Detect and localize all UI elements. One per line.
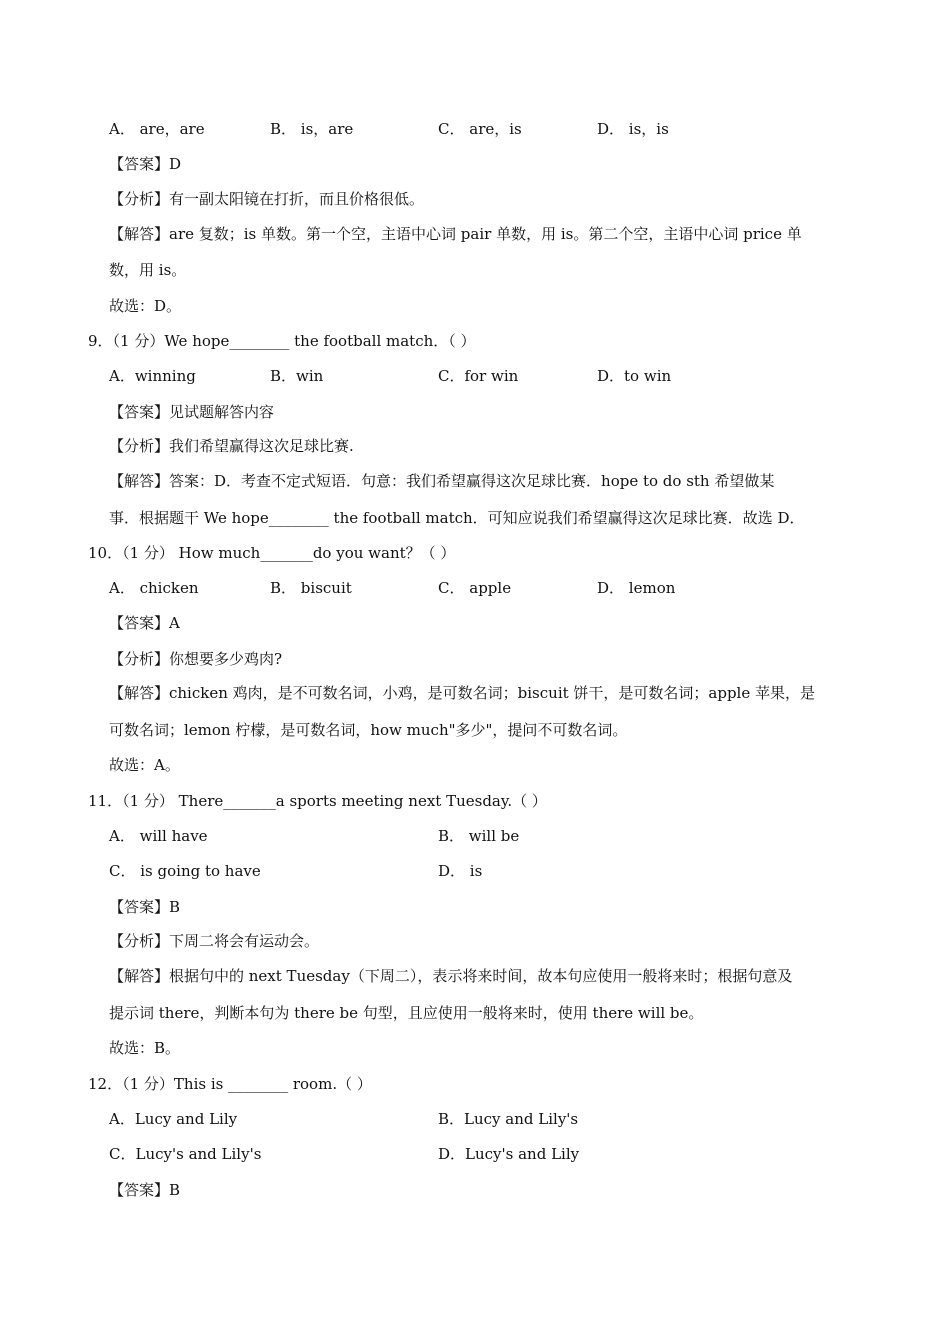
q9-answer: 【答案】见试题解答内容 — [109, 403, 275, 421]
q11-solution-line-1: 【解答】根据句中的 next Tuesday（下周二），表示将来时间，故本句应使用一般将来时；根据句意及 — [109, 967, 793, 985]
q10-solution-line-2: 可数名词；lemon 柠檬，是可数名词，how much"多少"，提问不可数名词。 — [109, 721, 628, 739]
q11-stem: 11．（1 分） There_______a sports meeting next Tuesday.（ ） — [88, 792, 547, 810]
q11-option-a: A． will have — [109, 827, 208, 845]
q10-option-d: D． lemon — [597, 579, 676, 597]
q11-option-b: B． will be — [438, 827, 520, 845]
q12-option-b: B．Lucy and Lily's — [438, 1110, 579, 1128]
q12-stem: 12．（1 分）This is ________ room.（ ） — [88, 1075, 372, 1093]
q9-option-a: A．winning — [109, 367, 196, 385]
q11-answer: 【答案】B — [109, 898, 181, 916]
q8-option-b: B． is，are — [270, 120, 354, 138]
q11-choice: 故选：B。 — [109, 1039, 181, 1057]
q11-solution-line-2: 提示词 there，判断本句为 there be 句型，且应使用一般将来时，使用 there will be。 — [109, 1004, 704, 1022]
q10-choice: 故选：A。 — [109, 756, 180, 774]
q11-option-d: D． is — [438, 862, 483, 880]
q9-analysis: 【分析】我们希望赢得这次足球比赛. — [109, 437, 354, 455]
q9-solution-line-1: 【解答】答案：D．考查不定式短语．句意：我们希望赢得这次足球比赛．hope to do sth 希望做某 — [109, 472, 775, 490]
q8-option-d: D． is，is — [597, 120, 669, 138]
q10-analysis: 【分析】你想要多少鸡肉? — [109, 650, 283, 668]
q12-option-a: A．Lucy and Lily — [109, 1110, 238, 1128]
q9-option-c: C．for win — [438, 367, 519, 385]
q10-option-c: C． apple — [438, 579, 512, 597]
q9-stem: 9．（1 分）We hope________ the football match．（ ） — [88, 332, 476, 350]
q8-solution-line-1: 【解答】are 复数；is 单数。第一个空，主语中心词 pair 单数，用 is。第二个空，主语中心词 price 单 — [109, 225, 802, 243]
q8-choice: 故选：D。 — [109, 297, 182, 315]
q10-answer: 【答案】A — [109, 614, 180, 632]
q8-analysis: 【分析】有一副太阳镜在打折，而且价格很低。 — [109, 190, 425, 208]
q12-option-d: D．Lucy's and Lily — [438, 1145, 580, 1163]
q12-option-c: C．Lucy's and Lily's — [109, 1145, 262, 1163]
q8-option-a: A． are，are — [109, 120, 205, 138]
q11-option-c: C． is going to have — [109, 862, 261, 880]
q9-option-d: D．to win — [597, 367, 672, 385]
q9-option-b: B．win — [270, 367, 324, 385]
q8-solution-line-2: 数，用 is。 — [109, 261, 187, 279]
q10-option-b: B． biscuit — [270, 579, 352, 597]
q8-answer: 【答案】D — [109, 155, 182, 173]
q10-option-a: A． chicken — [109, 579, 199, 597]
q8-option-c: C． are，is — [438, 120, 522, 138]
q9-solution-line-2: 事．根据题干 We hope________ the football match．可知应说我们希望赢得这次足球比赛．故选 D． — [109, 509, 805, 527]
q10-stem: 10．（1 分） How much_______do you want？（ ） — [88, 544, 456, 562]
q10-solution-line-1: 【解答】chicken 鸡肉，是不可数名词，小鸡，是可数名词；biscuit 饼干，是可数名词；apple 苹果，是 — [109, 684, 815, 702]
q12-answer: 【答案】B — [109, 1181, 181, 1199]
q11-analysis: 【分析】下周二将会有运动会。 — [109, 932, 320, 950]
